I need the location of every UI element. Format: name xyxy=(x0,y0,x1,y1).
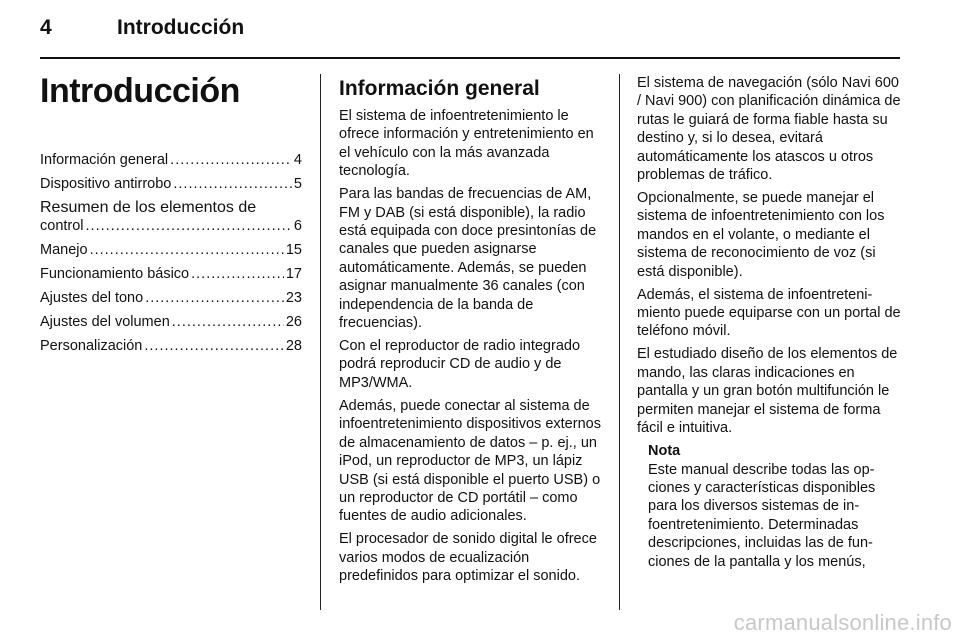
toc-item-page: 26 xyxy=(285,314,302,330)
watermark: carmanualsonline.info xyxy=(733,610,952,635)
toc-item-title: control xyxy=(40,218,84,234)
body-paragraph: Además, puede conectar al sistema de infoentretenimiento dispositivos externos de almacenamiento de datos – p. ej., un iPod, un reproductor de MP3, un lápiz USB (si está disponible el puerto USB) o un reproductor de CD portátil – como fuentes de audio adicionales. xyxy=(339,397,601,525)
page-header xyxy=(40,16,900,50)
toc-item[interactable] xyxy=(40,337,302,355)
column-divider-1 xyxy=(320,74,321,610)
toc-item[interactable] xyxy=(40,241,302,259)
toc-leader-dots xyxy=(90,241,284,259)
toc-leader-dots xyxy=(144,337,283,355)
running-head: Introducción xyxy=(117,16,245,39)
toc-item[interactable] xyxy=(40,151,302,169)
note-box xyxy=(648,442,901,571)
toc-item[interactable] xyxy=(40,265,302,283)
toc-item-title: Información general xyxy=(40,152,169,168)
toc-item-line2 xyxy=(40,217,302,235)
toc-item-page: 17 xyxy=(285,266,302,282)
toc-item-title: Dispositivo antirrobo xyxy=(40,176,172,192)
table-of-contents xyxy=(40,151,302,355)
toc-leader-dots xyxy=(170,151,292,169)
toc-item-title: Personalización xyxy=(40,338,143,354)
page-number: 4 xyxy=(40,16,52,39)
toc-item-title: Funcionamiento básico xyxy=(40,266,190,282)
body-paragraph: El sistema de infoentretenimiento le ofrece información y entretenimiento en el vehículo con la más avanzada tecnología. xyxy=(339,108,594,180)
toc-leader-dots xyxy=(86,217,292,235)
toc-leader-dots xyxy=(173,175,292,193)
toc-leader-dots xyxy=(191,265,284,283)
toc-item-page: 23 xyxy=(285,290,302,306)
body-paragraph: Además, el sistema de infoentretenimiento puede equiparse con un portal de teléfono móvil. xyxy=(637,286,901,340)
body-paragraph: Para las bandas de frecuencias de AM, FM y DAB (si está disponible), la radio está equipada con doce presintonías de canales que pueden asignarse automáticamente. Además, se pueden asignar manualmente 36 canales (con independencia de la banda de frecuencias). xyxy=(339,186,597,332)
toc-item-title: Ajustes del tono xyxy=(40,290,144,306)
toc-leader-dots xyxy=(145,289,284,307)
header-rule xyxy=(40,57,900,59)
toc-item-page: 15 xyxy=(285,242,302,258)
chapter-title: Introducción xyxy=(40,72,240,110)
toc-item-page: 4 xyxy=(293,152,302,168)
toc-item-page: 28 xyxy=(285,338,302,354)
body-paragraph: Opcionalmente, se puede manejar el sistema de infoentretenimiento con los mandos en el volante, o mediante el sistema de reconocimiento de voz (si está disponible). xyxy=(637,190,885,280)
toc-item-title: Manejo xyxy=(40,242,88,258)
body-paragraph: El sistema de navegación (sólo Navi 600 / Navi 900) con planificación dinámica de rutas le guiará de forma fiable hasta su destino y, si lo desea, evitará automáticamente los atascos u otros problemas de tráfico. xyxy=(637,75,901,184)
column-divider-2 xyxy=(619,74,620,610)
note-title: Nota xyxy=(648,443,681,460)
toc-item[interactable] xyxy=(40,175,302,193)
toc-item-title-line1: Resumen de los elementos de xyxy=(40,199,257,216)
body-paragraph: Con el reproductor de radio integrado podrá reproducir CD de audio y de MP3/WMA. xyxy=(339,338,581,391)
toc-item-title: Ajustes del volumen xyxy=(40,314,170,330)
body-paragraph: El estudiado diseño de los elementos de mando, las claras indicaciones en pantalla y un gran botón multifunción le permiten manejar el sistema de forma fácil e intuitiva. xyxy=(637,346,898,437)
toc-item-page: 6 xyxy=(293,218,302,234)
toc-item[interactable] xyxy=(40,199,302,235)
body-paragraph: El procesador de sonido digital le ofrece varios modos de ecualización predefinidos para optimizar el sonido. xyxy=(339,531,597,585)
section-title: Información general xyxy=(339,77,540,100)
note-text: Este manual describe todas las opciones y características disponibles para los diversos sistemas de infoentretenimiento. Determinadas descripciones, incluidas las de funciones de la pantalla y los menús, xyxy=(648,461,876,570)
body-column-3 xyxy=(637,74,901,571)
toc-leader-dots xyxy=(172,313,284,331)
toc-item[interactable] xyxy=(40,289,302,307)
toc-column xyxy=(40,74,302,361)
toc-item-page: 5 xyxy=(293,176,302,192)
toc-item[interactable] xyxy=(40,313,302,331)
body-column-2 xyxy=(339,74,603,590)
